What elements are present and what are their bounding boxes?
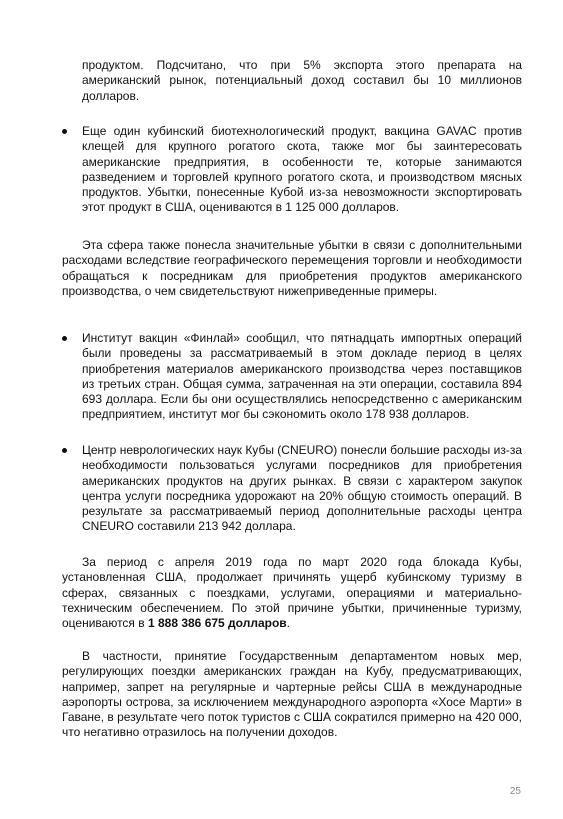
bullet-text: Институт вакцин «Финлай» сообщил, что пятнадцать импортных операций были проведены за рассматриваемый в этом докладе период в целях приобретения материалов американского производства через поставщиков из третьих стран. Общая сумма, затраченная на эти операции, составила 894 693 доллара. Если бы они осуществлялись непосредственно с американским предприятием, институт мог бы сэкономить около 178 938 долларов. [82, 331, 522, 422]
paragraph-additional-costs: Эта сфера также понесла значительные убытки в связи с дополнительными расходами вследствие географического перемещения торговли и необходимости обращаться к посредникам для приобретения продуктов американского производства, о чем свидетельствуют нижеприведенные примеры. [62, 238, 522, 298]
paragraph-tourism [62, 555, 522, 631]
paragraph-continuation: продуктом. Подсчитано, что при 5% экспорта этого препарата на американский рынок, потенциальный доход составил бы 10 миллионов долларов. [82, 58, 522, 103]
page-number: 25 [509, 786, 521, 797]
paragraph-travel-rules: В частности, принятие Государственным департаментом новых мер, регулирующих поездки американских граждан на Кубу, предусматривающих, например, запрет на регулярные и чартерные рейсы США в международные аэропорты острова, за исключением международного аэропорта «Хосе Марти» в Гаване, в результате чего поток туристов с США сократился примерно на 420 000, что негативно отразилось на получении доходов. [62, 649, 522, 740]
tourism-amount: 1 888 386 675 долларов [147, 616, 287, 631]
bullet-text: Центр неврологических наук Кубы (CNEURO) понесли большие расходы из-за необходимости пользоваться услугами посредников для приобретения американских продуктов на других рынках. В связи с характером закупок центра услуги посредника удорожают на 20% общую стоимость операций. В результате за рассматриваемый период дополнительные расходы центра CNEURO составили 213 942 доллара. [82, 443, 522, 534]
tourism-text: За период с апреля 2019 года по март 2020 года блокада Кубы, установленная США, продолжает причинять ущерб кубинскому туризму в сферах, связанных с поездками, услугами, операциями и материально-техническим обеспечением. По этой причине убытки, причиненные туризму, оцениваются в [62, 555, 522, 631]
tourism-end: . [286, 616, 290, 631]
bullet-icon [62, 448, 67, 453]
bullet-icon [62, 129, 67, 134]
bullet-text: Еще один кубинский биотехнологический продукт, вакцина GAVAC против клещей для крупного рогатого скота, также мог бы заинтересовать американские предприятия, в особенности те, которые занимаются разведением и торговлей крупного рогатого скота, и производством мясных продуктов. Убытки, понесенные Кубой из-за невозможности экспортировать этот продукт в США, оцениваются в 1 125 000 долларов. [82, 124, 522, 215]
bullet-icon [62, 336, 67, 341]
